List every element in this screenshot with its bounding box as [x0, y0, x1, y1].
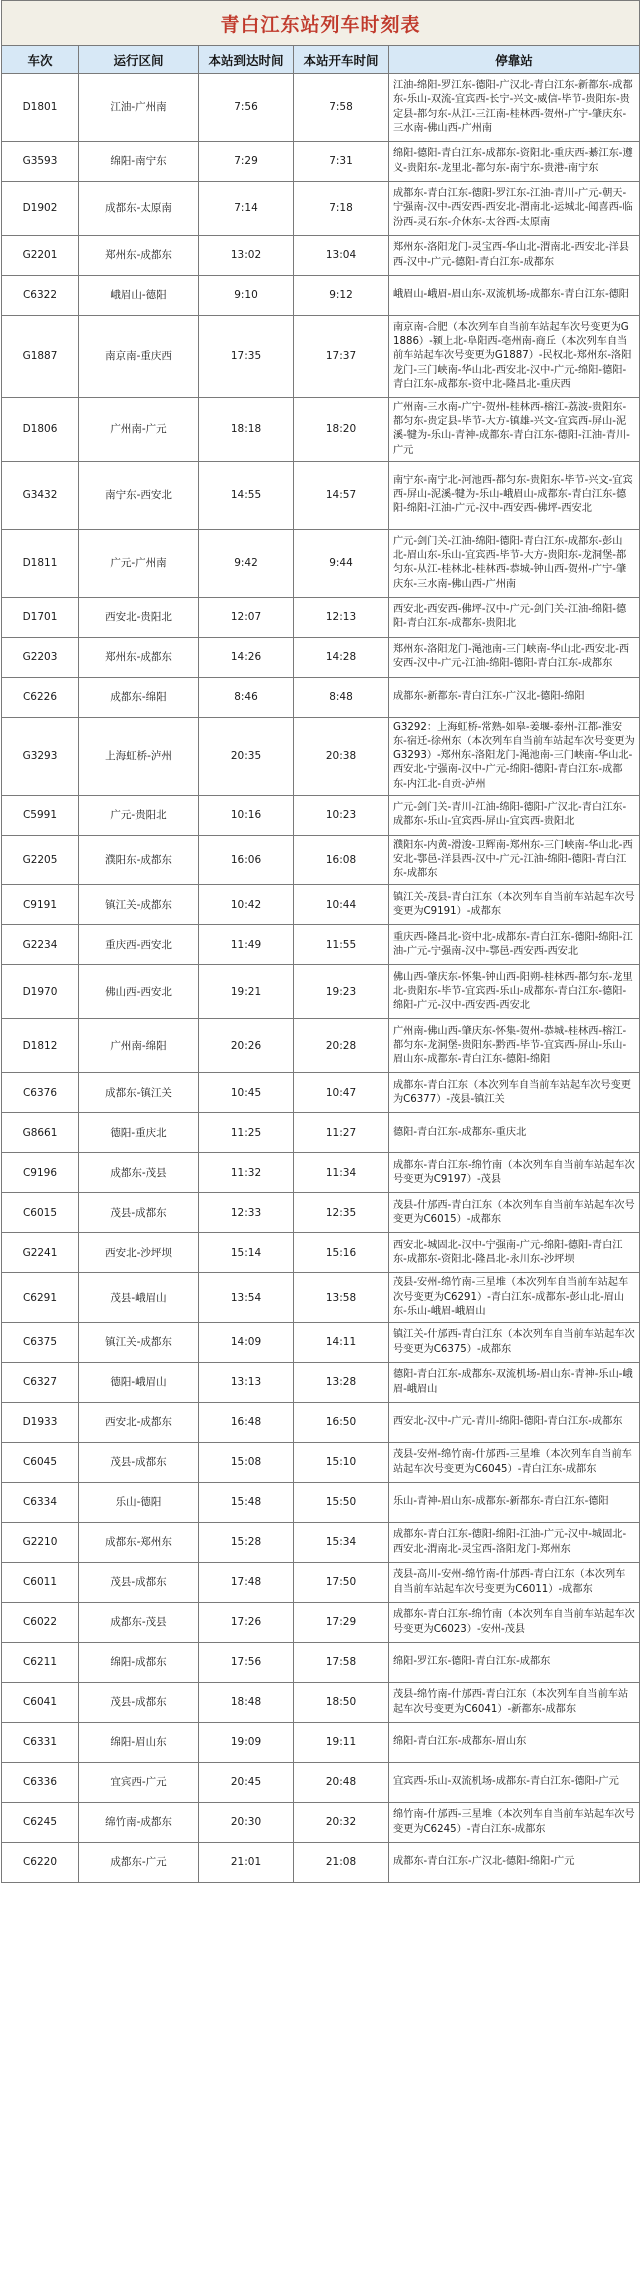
arrival-time-cell: 17:35 — [199, 316, 294, 398]
stops-cell: 佛山西-肇庆东-怀集-钟山西-阳朔-桂林西-都匀东-龙里北-贵阳东-毕节-宜宾西-乐山-成都东-青白江东-德阳-绵阳-广元-汉中-西安西-西安北 — [389, 965, 640, 1019]
departure-time-cell: 21:08 — [294, 1843, 389, 1883]
departure-time-cell: 10:44 — [294, 885, 389, 925]
stops-cell: 乐山-青神-眉山东-成都东-新都东-青白江东-德阳 — [389, 1483, 640, 1523]
train-number-cell: G2205 — [2, 835, 79, 885]
train-number-cell: D1812 — [2, 1019, 79, 1073]
train-number-cell: D1970 — [2, 965, 79, 1019]
route-cell: 重庆西-西安北 — [79, 925, 199, 965]
train-number-cell: C6331 — [2, 1723, 79, 1763]
departure-time-cell: 17:37 — [294, 316, 389, 398]
route-cell: 广州南-广元 — [79, 398, 199, 462]
stops-cell: 德阳-青白江东-成都东-重庆北 — [389, 1113, 640, 1153]
departure-time-cell: 11:55 — [294, 925, 389, 965]
stops-cell: 濮阳东-内黄-滑浚-卫辉南-郑州东-三门峡南-华山北-西安北-鄠邑-洋县西-汉中-广元-江油-绵阳-德阳-青白江东-成都东 — [389, 835, 640, 885]
departure-time-cell: 15:50 — [294, 1483, 389, 1523]
table-row — [2, 316, 640, 398]
table-row — [2, 1563, 640, 1603]
stops-cell: 南京南-合肥（本次列车自当前车站起车次号变更为G1886）-颍上北-阜阳西-亳州南-商丘（本次列车自当前车站起车次号变更为G1887）-民权北-郑州东-洛阳龙门-三门峡南-华山北-西安北-汉中-广元-绵阳-德阳-青白江东-成都东-资中北-隆昌北-重庆西 — [389, 316, 640, 398]
arrival-time-cell: 19:21 — [199, 965, 294, 1019]
train-number-cell: D1933 — [2, 1403, 79, 1443]
table-row — [2, 965, 640, 1019]
stops-cell: 成都东-青白江东-德阳-绵阳-江油-广元-汉中-城固北-西安北-渭南北-灵宝西-洛阳龙门-郑州东 — [389, 1523, 640, 1563]
table-row — [2, 1273, 640, 1323]
table-row — [2, 795, 640, 835]
train-number-cell: C5991 — [2, 795, 79, 835]
arrival-time-cell: 16:06 — [199, 835, 294, 885]
departure-time-cell: 10:47 — [294, 1073, 389, 1113]
departure-time-cell: 19:23 — [294, 965, 389, 1019]
route-cell: 茂县-峨眉山 — [79, 1273, 199, 1323]
train-number-cell: G3432 — [2, 461, 79, 529]
train-number-cell: C6376 — [2, 1073, 79, 1113]
departure-time-cell: 16:50 — [294, 1403, 389, 1443]
route-cell: 西安北-贵阳北 — [79, 597, 199, 637]
stops-cell: 江油-绵阳-罗江东-德阳-广汉北-青白江东-新都东-成都东-乐山-双流-宜宾西-长宁-兴文-威信-毕节-贵阳东-贵定县-都匀东-从江-三江南-桂林西-贺州-广宁-肇庆东-三水南-佛山西-广州南 — [389, 74, 640, 142]
table-row — [2, 1153, 640, 1193]
stops-cell: 绵阳-青白江东-成都东-眉山东 — [389, 1723, 640, 1763]
stops-cell: 郑州东-洛阳龙门-灵宝西-华山北-渭南北-西安北-洋县西-汉中-广元-德阳-青白江东-成都东 — [389, 236, 640, 276]
stops-cell: 茂县-安州-绵竹南-什邡西-三星堆（本次列车自当前车站起车次号变更为C6045）-青白江东-成都东 — [389, 1443, 640, 1483]
arrival-time-cell: 18:18 — [199, 398, 294, 462]
route-cell: 德阳-重庆北 — [79, 1113, 199, 1153]
stops-cell: 西安北-汉中-广元-青川-绵阳-德阳-青白江东-成都东 — [389, 1403, 640, 1443]
route-cell: 成都东-茂县 — [79, 1603, 199, 1643]
departure-time-cell: 8:48 — [294, 677, 389, 717]
train-number-cell: C6211 — [2, 1643, 79, 1683]
route-cell: 绵阳-南宁东 — [79, 142, 199, 182]
route-cell: 乐山-德阳 — [79, 1483, 199, 1523]
column-header-stops: 停靠站 — [389, 46, 640, 74]
column-header-departure: 本站开车时间 — [294, 46, 389, 74]
arrival-time-cell: 12:07 — [199, 597, 294, 637]
train-number-cell: G2203 — [2, 637, 79, 677]
column-header-route: 运行区间 — [79, 46, 199, 74]
stops-cell: 德阳-青白江东-成都东-双流机场-眉山东-青神-乐山-峨眉-峨眉山 — [389, 1363, 640, 1403]
stops-cell: 重庆西-隆昌北-资中北-成都东-青白江东-德阳-绵阳-江油-广元-宁强南-汉中-鄠邑-西安西-西安北 — [389, 925, 640, 965]
route-cell: 濮阳东-成都东 — [79, 835, 199, 885]
departure-time-cell: 15:16 — [294, 1233, 389, 1273]
arrival-time-cell: 21:01 — [199, 1843, 294, 1883]
arrival-time-cell: 17:48 — [199, 1563, 294, 1603]
departure-time-cell: 12:35 — [294, 1193, 389, 1233]
departure-time-cell: 18:50 — [294, 1683, 389, 1723]
arrival-time-cell: 15:08 — [199, 1443, 294, 1483]
table-row — [2, 461, 640, 529]
departure-time-cell: 7:18 — [294, 182, 389, 236]
train-number-cell: C6327 — [2, 1363, 79, 1403]
route-cell: 郑州东-成都东 — [79, 236, 199, 276]
arrival-time-cell: 13:54 — [199, 1273, 294, 1323]
train-number-cell: C6022 — [2, 1603, 79, 1643]
route-cell: 广州南-绵阳 — [79, 1019, 199, 1073]
stops-cell: 广州南-三水南-广宁-贺州-桂林西-榕江-荔波-贵阳东-都匀东-贵定县-毕节-大方-镇雄-兴文-宜宾西-屏山-泥溪-犍为-乐山-青神-成都东-青白江东-德阳-江油-青川-广元 — [389, 398, 640, 462]
train-number-cell: D1801 — [2, 74, 79, 142]
table-row — [2, 677, 640, 717]
route-cell: 成都东-郑州东 — [79, 1523, 199, 1563]
stops-cell: G3292：上海虹桥-常熟-如皋-姜堰-泰州-江都-淮安东-宿迁-徐州东（本次列车自当前车站起车次号变更为G3293）-郑州东-洛阳龙门-渑池南-三门峡南-华山北-西安北-宁强南-汉中-广元-绵阳-德阳-青白江东-成都东-内江北-自贡-泸州 — [389, 717, 640, 795]
table-row — [2, 1323, 640, 1363]
train-number-cell: C6041 — [2, 1683, 79, 1723]
departure-time-cell: 20:38 — [294, 717, 389, 795]
train-number-cell: D1806 — [2, 398, 79, 462]
arrival-time-cell: 9:42 — [199, 529, 294, 597]
arrival-time-cell: 11:25 — [199, 1113, 294, 1153]
route-cell: 广元-贵阳北 — [79, 795, 199, 835]
table-row — [2, 398, 640, 462]
departure-time-cell: 20:48 — [294, 1763, 389, 1803]
route-cell: 成都东-茂县 — [79, 1153, 199, 1193]
departure-time-cell: 15:34 — [294, 1523, 389, 1563]
table-row — [2, 1483, 640, 1523]
arrival-time-cell: 17:56 — [199, 1643, 294, 1683]
route-cell: 成都东-绵阳 — [79, 677, 199, 717]
departure-time-cell: 17:50 — [294, 1563, 389, 1603]
table-row — [2, 835, 640, 885]
stops-cell: 成都东-青白江东-绵竹南（本次列车自当前车站起车次号变更为C6023）-安州-茂县 — [389, 1603, 640, 1643]
departure-time-cell: 12:13 — [294, 597, 389, 637]
stops-cell: 广元-剑门关-江油-绵阳-德阳-青白江东-成都东-彭山北-眉山东-乐山-宜宾西-毕节-大方-贵阳东-龙洞堡-都匀东-从江-桂林北-桂林西-恭城-钟山西-贺州-广宁-肇庆东-三水南-佛山西-广州南 — [389, 529, 640, 597]
route-cell: 绵竹南-成都东 — [79, 1803, 199, 1843]
departure-time-cell: 10:23 — [294, 795, 389, 835]
departure-time-cell: 20:32 — [294, 1803, 389, 1843]
stops-cell: 茂县-高川-安州-绵竹南-什邡西-青白江东（本次列车自当前车站起车次号变更为C6011）-成都东 — [389, 1563, 640, 1603]
arrival-time-cell: 15:28 — [199, 1523, 294, 1563]
route-cell: 成都东-太原南 — [79, 182, 199, 236]
train-number-cell: C9196 — [2, 1153, 79, 1193]
train-number-cell: D1811 — [2, 529, 79, 597]
train-number-cell: C6334 — [2, 1483, 79, 1523]
arrival-time-cell: 15:48 — [199, 1483, 294, 1523]
table-row — [2, 1643, 640, 1683]
arrival-time-cell: 20:30 — [199, 1803, 294, 1843]
table-row — [2, 1193, 640, 1233]
arrival-time-cell: 7:14 — [199, 182, 294, 236]
table-row — [2, 597, 640, 637]
arrival-time-cell: 8:46 — [199, 677, 294, 717]
arrival-time-cell: 13:13 — [199, 1363, 294, 1403]
route-cell: 茂县-成都东 — [79, 1563, 199, 1603]
arrival-time-cell: 18:48 — [199, 1683, 294, 1723]
train-number-cell: G2210 — [2, 1523, 79, 1563]
timetable — [1, 0, 640, 1883]
stops-cell: 成都东-青白江东-绵竹南（本次列车自当前车站起车次号变更为C9197）-茂县 — [389, 1153, 640, 1193]
route-cell: 绵阳-眉山东 — [79, 1723, 199, 1763]
departure-time-cell: 17:58 — [294, 1643, 389, 1683]
departure-time-cell: 15:10 — [294, 1443, 389, 1483]
column-header-train-no: 车次 — [2, 46, 79, 74]
stops-cell: 广元-剑门关-青川-江油-绵阳-德阳-广汉北-青白江东-成都东-乐山-宜宾西-屏山-宜宾西-贵阳北 — [389, 795, 640, 835]
departure-time-cell: 14:28 — [294, 637, 389, 677]
table-row — [2, 1723, 640, 1763]
departure-time-cell: 9:12 — [294, 276, 389, 316]
route-cell: 西安北-成都东 — [79, 1403, 199, 1443]
route-cell: 上海虹桥-泸州 — [79, 717, 199, 795]
departure-time-cell: 11:34 — [294, 1153, 389, 1193]
route-cell: 江油-广州南 — [79, 74, 199, 142]
stops-cell: 镇江关-什邡西-青白江东（本次列车自当前车站起车次号变更为C6375）-成都东 — [389, 1323, 640, 1363]
train-number-cell: C6226 — [2, 677, 79, 717]
route-cell: 茂县-成都东 — [79, 1193, 199, 1233]
route-cell: 镇江关-成都东 — [79, 1323, 199, 1363]
table-row — [2, 182, 640, 236]
stops-cell: 广州南-佛山西-肇庆东-怀集-贺州-恭城-桂林西-榕江-都匀东-龙洞堡-贵阳东-黔西-毕节-宜宾西-屏山-乐山-眉山东-成都东-青白江东-德阳-绵阳 — [389, 1019, 640, 1073]
table-row — [2, 1443, 640, 1483]
table-row — [2, 74, 640, 142]
train-number-cell: D1902 — [2, 182, 79, 236]
route-cell: 成都东-镇江关 — [79, 1073, 199, 1113]
route-cell: 镇江关-成都东 — [79, 885, 199, 925]
departure-time-cell: 14:57 — [294, 461, 389, 529]
table-row — [2, 717, 640, 795]
train-number-cell: C6220 — [2, 1843, 79, 1883]
arrival-time-cell: 16:48 — [199, 1403, 294, 1443]
route-cell: 佛山西-西安北 — [79, 965, 199, 1019]
table-row — [2, 925, 640, 965]
route-cell: 茂县-成都东 — [79, 1683, 199, 1723]
route-cell: 南宁东-西安北 — [79, 461, 199, 529]
route-cell: 成都东-广元 — [79, 1843, 199, 1883]
train-number-cell: D1701 — [2, 597, 79, 637]
stops-cell: 镇江关-茂县-青白江东（本次列车自当前车站起车次号变更为C9191）-成都东 — [389, 885, 640, 925]
arrival-time-cell: 14:26 — [199, 637, 294, 677]
table-row — [2, 637, 640, 677]
route-cell: 德阳-峨眉山 — [79, 1363, 199, 1403]
stops-cell: 宜宾西-乐山-双流机场-成都东-青白江东-德阳-广元 — [389, 1763, 640, 1803]
timetable-page — [1, 0, 639, 1883]
stops-cell: 茂县-什邡西-青白江东（本次列车自当前车站起车次号变更为C6015）-成都东 — [389, 1193, 640, 1233]
train-number-cell: G3293 — [2, 717, 79, 795]
train-number-cell: C6291 — [2, 1273, 79, 1323]
train-number-cell: C6322 — [2, 276, 79, 316]
route-cell: 绵阳-成都东 — [79, 1643, 199, 1683]
timetable-body — [2, 74, 640, 1883]
arrival-time-cell: 10:42 — [199, 885, 294, 925]
train-number-cell: C6336 — [2, 1763, 79, 1803]
departure-time-cell: 14:11 — [294, 1323, 389, 1363]
departure-time-cell: 13:04 — [294, 236, 389, 276]
arrival-time-cell: 14:55 — [199, 461, 294, 529]
table-row — [2, 1403, 640, 1443]
departure-time-cell: 18:20 — [294, 398, 389, 462]
departure-time-cell: 19:11 — [294, 1723, 389, 1763]
departure-time-cell: 17:29 — [294, 1603, 389, 1643]
train-number-cell: C6011 — [2, 1563, 79, 1603]
arrival-time-cell: 15:14 — [199, 1233, 294, 1273]
table-row — [2, 1233, 640, 1273]
stops-cell: 绵阳-罗江东-德阳-青白江东-成都东 — [389, 1643, 640, 1683]
route-cell: 宜宾西-广元 — [79, 1763, 199, 1803]
train-number-cell: G2201 — [2, 236, 79, 276]
route-cell: 南京南-重庆西 — [79, 316, 199, 398]
arrival-time-cell: 11:49 — [199, 925, 294, 965]
table-row — [2, 1763, 640, 1803]
departure-time-cell: 11:27 — [294, 1113, 389, 1153]
train-number-cell: C6245 — [2, 1803, 79, 1843]
route-cell: 西安北-沙坪坝 — [79, 1233, 199, 1273]
stops-cell: 成都东-青白江东-德阳-罗江东-江油-青川-广元-朝天-宁强南-汉中-西安西-西安北-渭南北-运城北-闻喜西-临汾西-灵石东-介休东-太谷西-太原南 — [389, 182, 640, 236]
table-row — [2, 1113, 640, 1153]
table-row — [2, 142, 640, 182]
train-number-cell: G1887 — [2, 316, 79, 398]
train-number-cell: C6015 — [2, 1193, 79, 1233]
departure-time-cell: 16:08 — [294, 835, 389, 885]
train-number-cell: G3593 — [2, 142, 79, 182]
table-row — [2, 529, 640, 597]
train-number-cell: C6375 — [2, 1323, 79, 1363]
arrival-time-cell: 11:32 — [199, 1153, 294, 1193]
column-header-arrival: 本站到达时间 — [199, 46, 294, 74]
departure-time-cell: 7:58 — [294, 74, 389, 142]
table-row — [2, 236, 640, 276]
table-row — [2, 1683, 640, 1723]
departure-time-cell: 13:58 — [294, 1273, 389, 1323]
stops-cell: 西安北-城固北-汉中-宁强南-广元-绵阳-德阳-青白江东-成都东-资阳北-隆昌北-永川东-沙坪坝 — [389, 1233, 640, 1273]
departure-time-cell: 20:28 — [294, 1019, 389, 1073]
table-row — [2, 1803, 640, 1843]
table-row — [2, 1603, 640, 1643]
departure-time-cell: 7:31 — [294, 142, 389, 182]
route-cell: 郑州东-成都东 — [79, 637, 199, 677]
arrival-time-cell: 7:29 — [199, 142, 294, 182]
route-cell: 茂县-成都东 — [79, 1443, 199, 1483]
table-row — [2, 1019, 640, 1073]
table-row — [2, 1523, 640, 1563]
departure-time-cell: 13:28 — [294, 1363, 389, 1403]
stops-cell: 郑州东-洛阳龙门-渑池南-三门峡南-华山北-西安北-西安西-汉中-广元-江油-绵阳-德阳-青白江东-成都东 — [389, 637, 640, 677]
arrival-time-cell: 10:16 — [199, 795, 294, 835]
arrival-time-cell: 12:33 — [199, 1193, 294, 1233]
arrival-time-cell: 9:10 — [199, 276, 294, 316]
table-row — [2, 276, 640, 316]
stops-cell: 成都东-青白江东-广汉北-德阳-绵阳-广元 — [389, 1843, 640, 1883]
arrival-time-cell: 14:09 — [199, 1323, 294, 1363]
table-row — [2, 1363, 640, 1403]
train-number-cell: G2241 — [2, 1233, 79, 1273]
stops-cell: 绵阳-德阳-青白江东-成都东-资阳北-重庆西-綦江东-遵义-贵阳东-龙里北-都匀东-南宁东-贵港-南宁东 — [389, 142, 640, 182]
train-number-cell: C6045 — [2, 1443, 79, 1483]
route-cell: 峨眉山-德阳 — [79, 276, 199, 316]
table-row — [2, 885, 640, 925]
train-number-cell: C9191 — [2, 885, 79, 925]
arrival-time-cell: 20:26 — [199, 1019, 294, 1073]
arrival-time-cell: 17:26 — [199, 1603, 294, 1643]
stops-cell: 成都东-新都东-青白江东-广汉北-德阳-绵阳 — [389, 677, 640, 717]
arrival-time-cell: 7:56 — [199, 74, 294, 142]
arrival-time-cell: 20:45 — [199, 1763, 294, 1803]
arrival-time-cell: 19:09 — [199, 1723, 294, 1763]
stops-cell: 峨眉山-峨眉-眉山东-双流机场-成都东-青白江东-德阳 — [389, 276, 640, 316]
arrival-time-cell: 20:35 — [199, 717, 294, 795]
arrival-time-cell: 13:02 — [199, 236, 294, 276]
table-row — [2, 1073, 640, 1113]
table-row — [2, 1843, 640, 1883]
train-number-cell: G8661 — [2, 1113, 79, 1153]
departure-time-cell: 9:44 — [294, 529, 389, 597]
page-title: 青白江东站列车时刻表 — [2, 1, 640, 46]
stops-cell: 绵竹南-什邡西-三星堆（本次列车自当前车站起车次号变更为C6245）-青白江东-成都东 — [389, 1803, 640, 1843]
stops-cell: 茂县-绵竹南-什邡西-青白江东（本次列车自当前车站起车次号变更为C6041）-新都东-成都东 — [389, 1683, 640, 1723]
train-number-cell: G2234 — [2, 925, 79, 965]
arrival-time-cell: 10:45 — [199, 1073, 294, 1113]
stops-cell: 南宁东-南宁北-河池西-都匀东-贵阳东-毕节-兴文-宜宾西-屏山-泥溪-犍为-乐山-峨眉山-成都东-青白江东-德阳-绵阳-江油-广元-汉中-西安西-佛坪-西安北 — [389, 461, 640, 529]
stops-cell: 茂县-安州-绵竹南-三星堆（本次列车自当前车站起车次号变更为C6291）-青白江东-成都东-彭山北-眉山东-乐山-峨眉-峨眉山 — [389, 1273, 640, 1323]
route-cell: 广元-广州南 — [79, 529, 199, 597]
stops-cell: 西安北-西安西-佛坪-汉中-广元-剑门关-江油-绵阳-德阳-青白江东-成都东-贵阳北 — [389, 597, 640, 637]
stops-cell: 成都东-青白江东（本次列车自当前车站起车次号变更为C6377）-茂县-镇江关 — [389, 1073, 640, 1113]
